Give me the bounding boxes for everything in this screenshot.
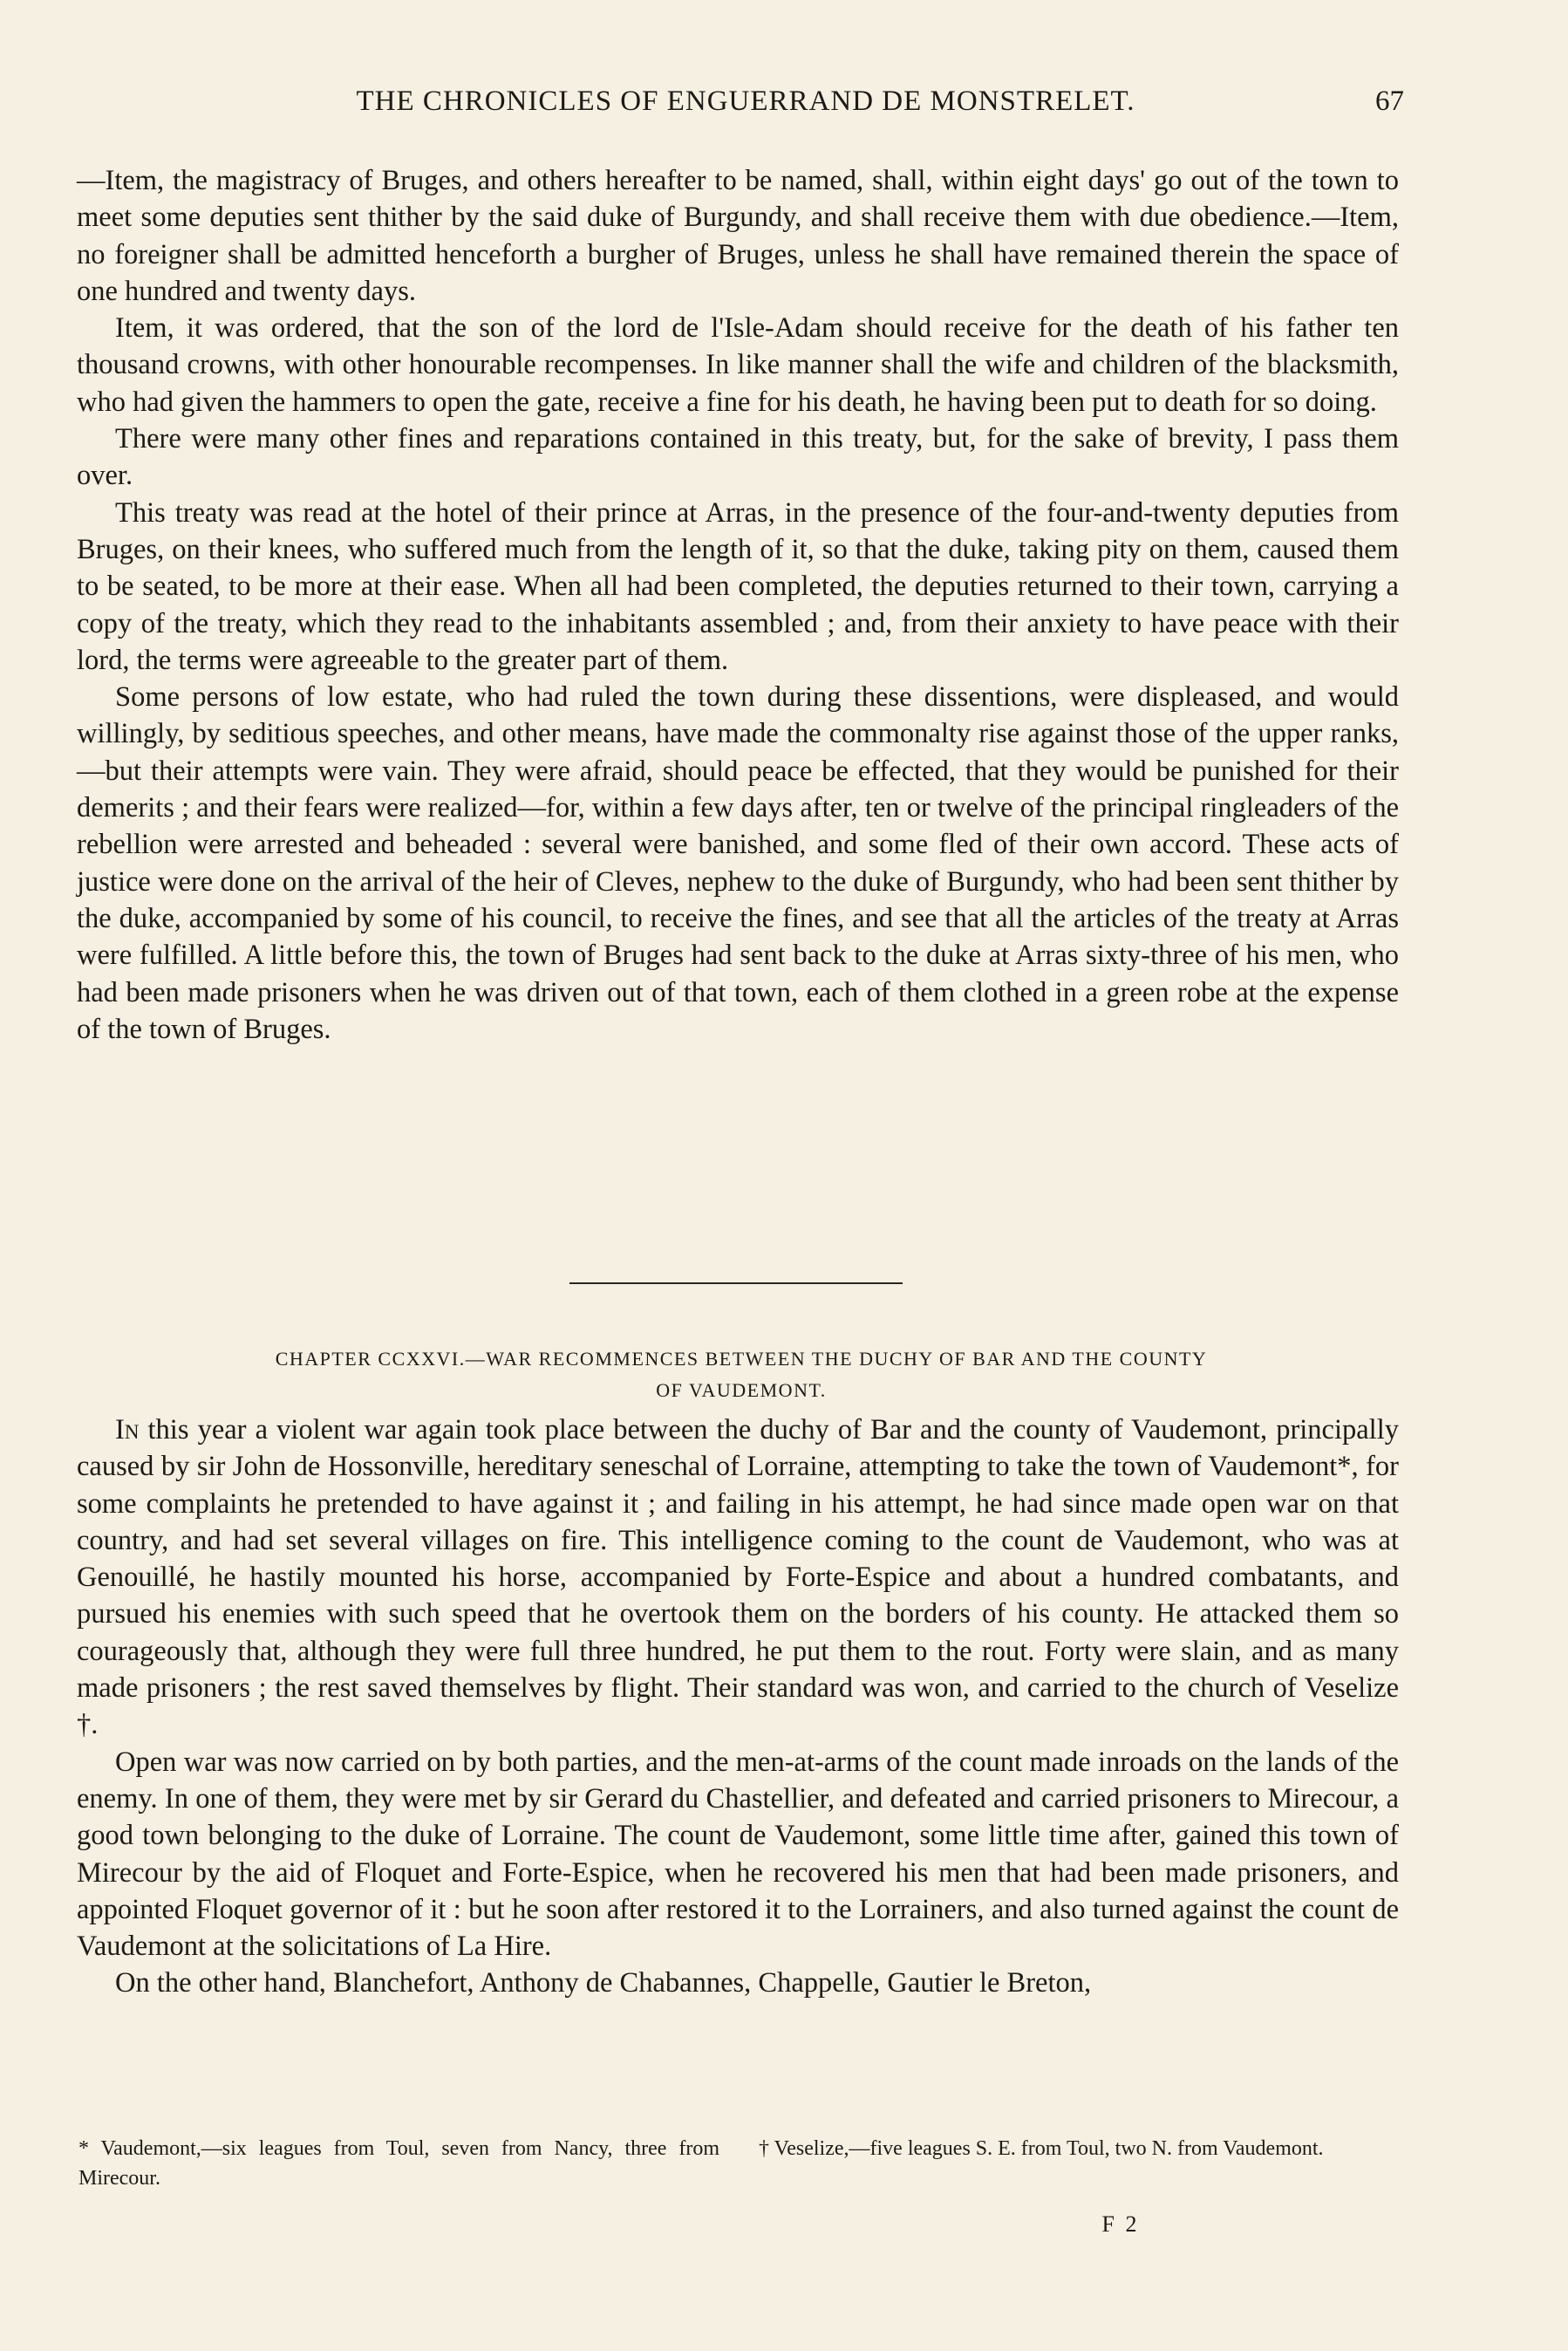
paragraph: Open war was now carried on by both parties, and the men-at-arms of the count made inroads on the lands of the enemy. In one of them, they were met by sir Gerard du Chastellier, and defeated and carried prisoners to Mirecour, a good town belonging to the duke of Lorraine. The count de Vaudemont, some little time after, gained this town of Mirecour by the aid of Floquet and Forte-Espice, when he recovered his men that had been made prisoners, and appointed Floquet governor of it : but he soon after restored it to the Lorrainers, and also turned against the count de Vaudemont at the solicitations of La Hire. [77,1746,1399,1963]
paragraph: —Item, the magistracy of Bruges, and others hereafter to be named, shall, within eight days' go out of the town to meet some deputies sent thither by the said duke of Burgundy, and shall receive them with due obedience.—Item, no foreigner shall be admitted henceforth a burgher of Bruges, unless he shall have remained therein the space of one hundred and twenty days. [77,165,1399,307]
page-number: 67 [1375,85,1404,117]
paragraph [77,1411,1399,1744]
footnote: * Vaudemont,—six leagues from Toul, seven from Nancy, three from Mirecour. [78,2137,719,2190]
body-text-section-1 [77,162,1399,1048]
chapter-heading [87,1343,1395,1406]
section-divider-rule [569,1282,903,1284]
page-header [87,85,1404,138]
chapter-heading-line: CHAPTER CCXXVI.—WAR RECOMMENCES BETWEEN THE DUCHY OF BAR AND THE COUNTY [275,1348,1208,1370]
running-title: THE CHRONICLES OF ENGUERRAND DE MONSTRELET. [356,85,1135,117]
paragraph: This treaty was read at the hotel of their prince at Arras, in the presence of the four-and-twenty deputies from Bruges, on their knees, who suffered much from the length of it, so that the duke, taking pity on them, caused them to be seated, to be more at their ease. When all had been completed, the deputies returned to their town, carrying a copy of the treaty, which they read to the inhabitants assembled ; and, from their anxiety to have peace with their lord, the terms were agreeable to the greater part of them. [77,496,1399,676]
paragraph: Item, it was ordered, that the son of the lord de l'Isle-Adam should receive for the death of his father ten thousand crowns, with other honourable recompenses. In like manner shall the wife and children of the blacksmith, who had given the hammers to open the gate, receive a fine for his death, he having been put to death for so doing. [77,312,1399,418]
footnotes [78,2134,1401,2212]
chapter-heading-line: OF VAUDEMONT. [656,1379,827,1401]
signature-mark: F 2 [1101,2211,1140,2237]
paragraph-text: this year a violent war again took place between the duchy of Bar and the county of Vaudemont, principally caused by sir John de Hossonville, hereditary seneschal of Lorraine, attempting to take the town of Vaudemont*, for some complaints he pretended to have against it ; and failing in his attempt, he had since made open war on that country, and had set several villages on fire. This intelligence coming to the count de Vaudemont, who was at Genouillé, he hastily mounted his horse, accompanied by Forte-Espice and about a hundred combatants, and pursued his enemies with such speed that he overtook them on the borders of his county. He attacked them so courageously that, although they were full three hundred, he put them to the rout. Forty were slain, and as many made prisoners ; the rest saved themselves by flight. Their standard was won, and carried to the church of Veselize †. [77,1414,1399,1741]
footnote: † Veselize,—five leagues S. E. from Toul, two N. from Vaudemont. [759,2137,1324,2160]
body-text-section-2 [77,1411,1399,2002]
paragraph: On the other hand, Blanchefort, Anthony de Chabannes, Chappelle, Gautier le Breton, [115,1967,1092,1999]
paragraph: There were many other fines and reparations contained in this treaty, but, for the sake of brevity, I pass them over. [77,423,1399,492]
paragraph: Some persons of low estate, who had ruled the town during these dissentions, were displeased, and would willingly, by seditious speeches, and other means, have made the commonalty rise against those of the upper ranks,—but their attempts were vain. They were afraid, should peace be effected, that they would be punished for their demerits ; and their fears were realized—for, within a few days after, ten or twelve of the principal ringleaders of the rebellion were arrested and beheaded : several were banished, and some fled of their own accord. These acts of justice were done on the arrival of the heir of Cleves, nephew to the duke of Burgundy, who had been sent thither by the duke, accompanied by some of his council, to receive the fines, and see that all the articles of the treaty at Arras were fulfilled. A little before this, the town of Bruges had sent back to the duke at Arras sixty-three of his men, who had been made prisoners when he was driven out of that town, each of them clothed in a green robe at the expense of the town of Bruges. [77,681,1399,1045]
opening-word: In [115,1414,140,1445]
